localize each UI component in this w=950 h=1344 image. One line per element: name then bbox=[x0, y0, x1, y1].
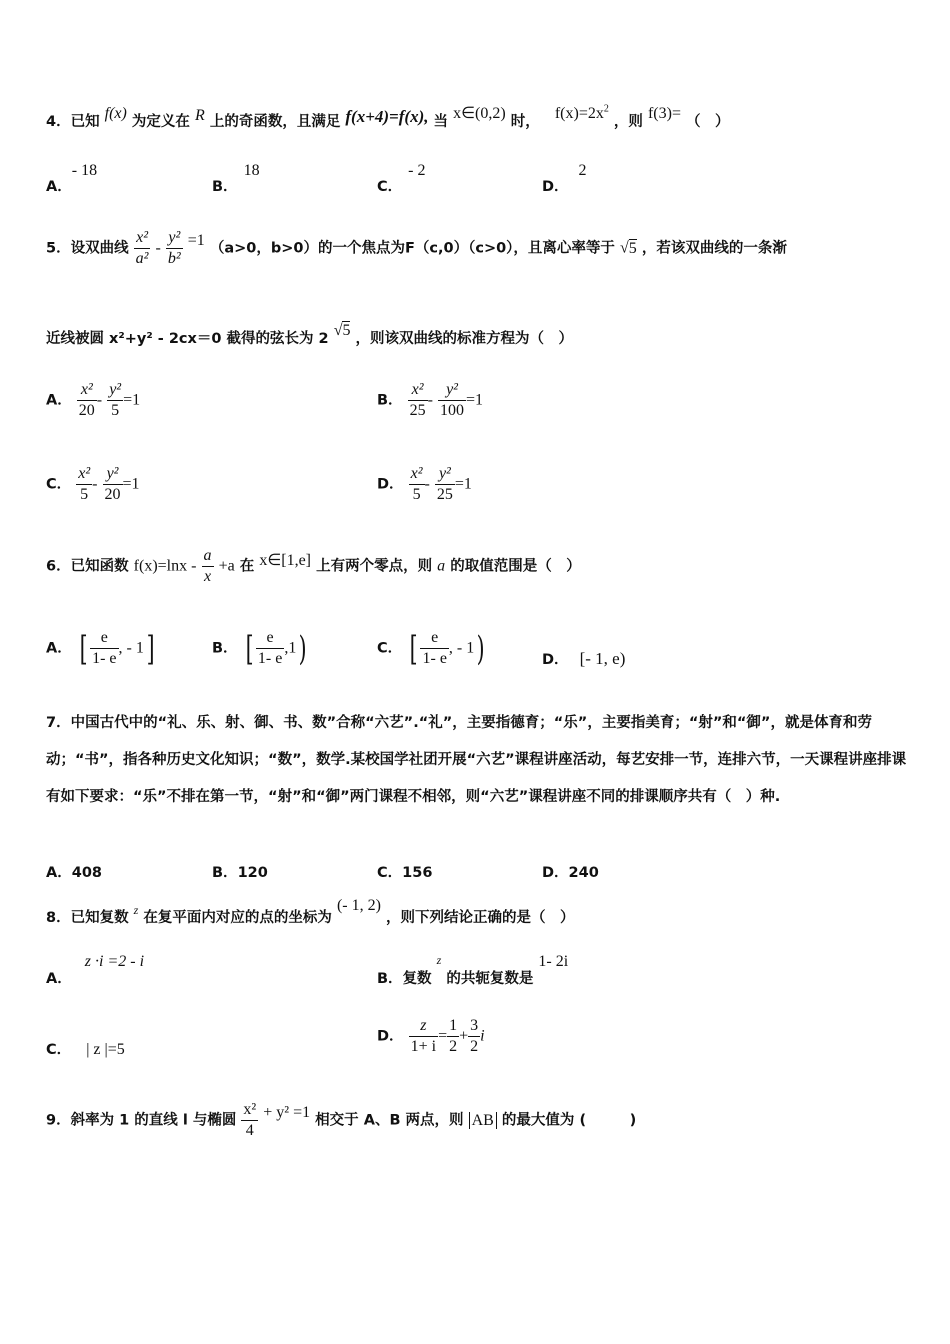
q8-option-a[interactable]: A． z ·i =2 - i bbox=[46, 953, 145, 987]
q4-stem: 4．已知 f(x) 为定义在 R 上的奇函数，且满足 f(x+4)=f(x), 当 x∈(0,2) 时， $f(x)=2x^2$ ，则 f(3)= （ ） bbox=[46, 103, 730, 130]
q4-option-c[interactable]: C．- 2 bbox=[377, 162, 426, 195]
q5-stem-line1: 5．设双曲线 $\frac{\text{x²}}{\text{a²}}$ - $\frac{\text{y²}}{\text{b²}}$ =1 （a>0，b>0）的一个焦点为F（c,0）（c>0），且离心率等于 √5 ，若该双曲线的一条渐 bbox=[46, 229, 787, 267]
q8-option-d[interactable]: D． $\frac{z}{1+ i}$ = $\frac{1}{2}$ + $\frac{3}{2}$ i bbox=[377, 1017, 485, 1055]
q8-option-b[interactable]: B．复数 $^z$ 的共轭复数是 1- 2i bbox=[377, 953, 569, 987]
q6-option-a[interactable]: A． [ $\frac{e}{1- e}$ , - 1] bbox=[46, 628, 155, 669]
q7-option-b[interactable]: B．120 bbox=[212, 865, 268, 881]
q6-option-d[interactable]: D． [- 1, e) bbox=[542, 649, 626, 668]
q7-stem: 7．中国古代中的“礼、乐、射、御、书、数”合称“六艺”.“礼”，主要指德育；“乐”，主要指美育；“射”和“御”，就是体育和劳动；“书”，指各种历史文化知识；“数”，数学.某校国学社团开展“六艺”课程讲座活动，每艺安排一节，连排六节，一天课程讲座排课有如下要求：“乐”不排在第一节，“射”和“御”两门课程不相邻，则“六艺”课程讲座不同的排课顺序共有（ ）种. bbox=[46, 715, 907, 805]
q5-option-c[interactable]: C． $\frac{\text{x²}}{5}$ - $\frac{\text{y²}}{20}$ =1 bbox=[46, 465, 140, 503]
q7-option-c[interactable]: C．156 bbox=[377, 865, 433, 881]
q4-option-b[interactable]: B．18 bbox=[212, 162, 260, 195]
q7-option-d[interactable]: D．240 bbox=[542, 865, 599, 881]
q5-stem-line2: 近线被圆 x²+y² - 2cx＝0 截得的弦长为 2 √5 ，则该双曲线的标准方程为（ ） bbox=[46, 322, 574, 347]
q6-stem: 6．已知函数 f(x)=lnx - $\frac{a}{x}$ +a 在 x∈[1,e] 上有两个零点，则 a 的取值范围是（ ） bbox=[46, 547, 581, 585]
q6-option-c[interactable]: C． [ $\frac{e}{1- e}$ , - 1) bbox=[377, 628, 485, 669]
q4-option-a[interactable]: A．- 18 bbox=[46, 162, 98, 195]
q8-stem: 8．已知复数 $^z$ 在复平面内对应的点的坐标为 (- 1, 2) ，则下列结论正确的是（ ） bbox=[46, 897, 575, 926]
q5-option-b[interactable]: B． $\frac{\text{x²}}{25}$ - $\frac{\text{y²}}{100}$ =1 bbox=[377, 381, 484, 419]
q5-option-d[interactable]: D． $\frac{\text{x²}}{5}$ - $\frac{\text{y²}}{25}$ =1 bbox=[377, 465, 472, 503]
q9-stem: 9．斜率为 1 的直线 l 与椭圆 $\frac{\text{x²}}{4}$ + y² =1 相交于 A、B 两点，则 AB 的最大值为 ( ) bbox=[46, 1101, 637, 1139]
sqrt-5: √5 bbox=[333, 322, 351, 339]
q8-option-c[interactable]: C． | z |=5 bbox=[46, 1041, 125, 1058]
q7-option-a[interactable]: A．408 bbox=[46, 865, 103, 881]
q5-option-a[interactable]: A． $\frac{\text{x²}}{20}$ - $\frac{\text{y²}}{5}$ =1 bbox=[46, 381, 141, 419]
sqrt-5: √5 bbox=[620, 239, 637, 257]
q6-option-b[interactable]: B． [ $\frac{e}{1- e}$ ,1) bbox=[212, 628, 307, 669]
q4-option-d[interactable]: D．2 bbox=[542, 162, 587, 195]
